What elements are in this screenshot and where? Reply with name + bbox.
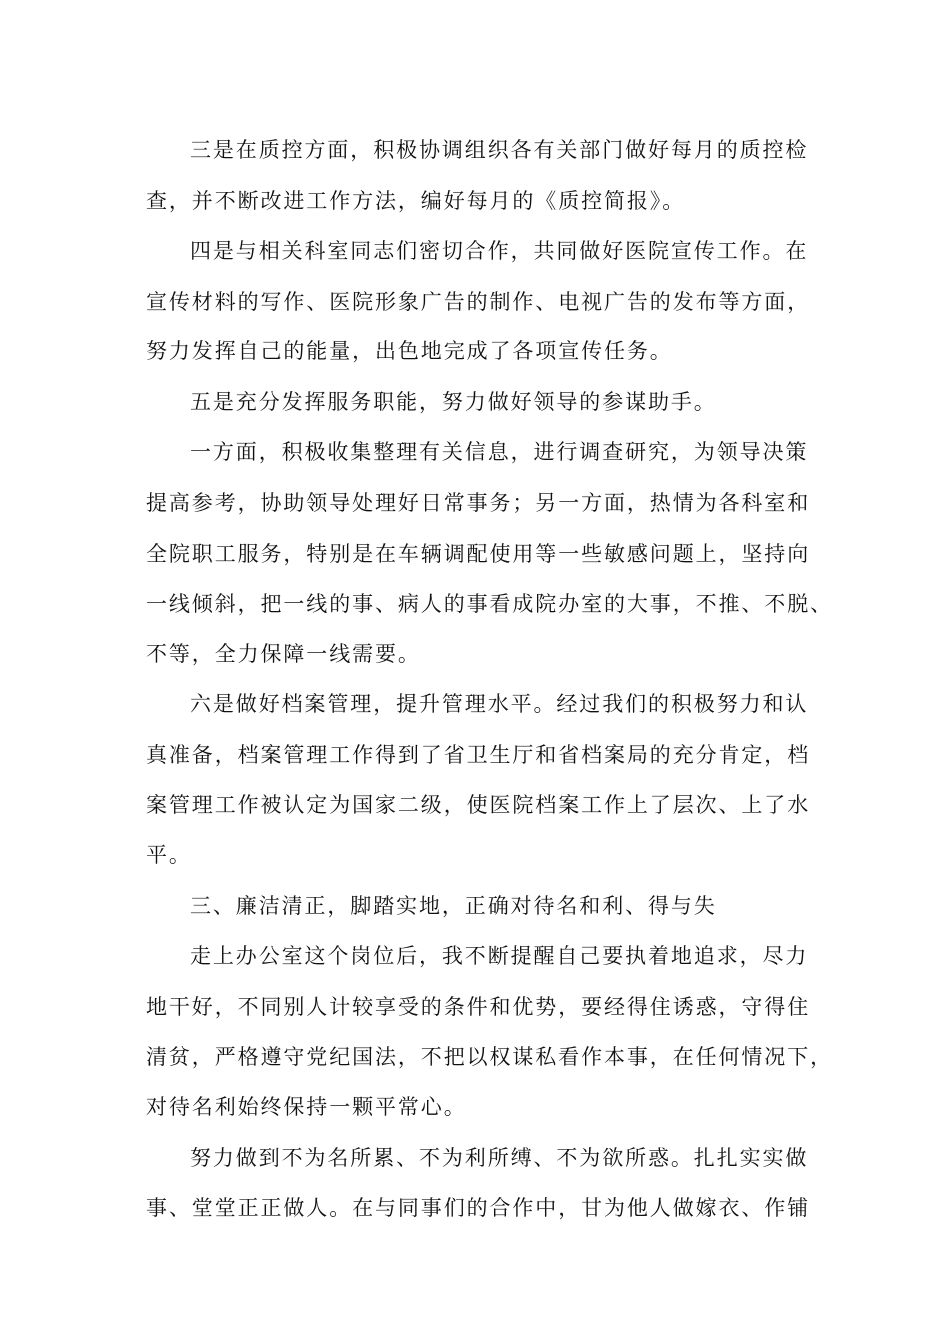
text-line: 事、堂堂正正做人。在与同事们的合作中，甘为他人做嫁衣、作铺 <box>146 1196 811 1220</box>
text-line: 提高参考，协助领导处理好日常事务；另一方面，热情为各科室和 <box>146 491 811 515</box>
text-line: 真准备，档案管理工作得到了省卫生厅和省档案局的充分肯定，档 <box>146 743 811 767</box>
text-line: 一线倾斜，把一线的事、病人的事看成院办室的大事，不推、不脱、 <box>146 592 833 616</box>
text-line: 宣传材料的写作、医院形象广告的制作、电视广告的发布等方面， <box>146 290 811 314</box>
text-line: 五是充分发挥服务职能，努力做好领导的参谋助手。 <box>190 390 717 414</box>
text-line: 三、廉洁清正，脚踏实地，正确对待名和利、得与失 <box>190 894 717 918</box>
text-line: 一方面，积极收集整理有关信息，进行调查研究，为领导决策 <box>190 440 809 464</box>
text-line: 案管理工作被认定为国家二级，使医院档案工作上了层次、上了水 <box>146 793 811 817</box>
text-line: 不等，全力保障一线需要。 <box>146 642 421 666</box>
text-line: 三是在质控方面，积极协调组织各有关部门做好每月的质控检 <box>190 138 809 162</box>
text-line: 努力做到不为名所累、不为利所缚、不为欲所惑。扎扎实实做 <box>190 1146 809 1170</box>
text-line: 清贫，严格遵守党纪国法，不把以权谋私看作本事，在任何情况下， <box>146 1045 833 1069</box>
text-line: 查，并不断改进工作方法，编好每月的《质控简报》。 <box>146 189 686 213</box>
text-line: 四是与相关科室同志们密切合作，共同做好医院宣传工作。在 <box>190 239 809 263</box>
text-line: 全院职工服务，特别是在车辆调配使用等一些敏感问题上，坚持向 <box>146 542 811 566</box>
text-line: 走上办公室这个岗位后，我不断提醒自己要执着地追求，尽力 <box>190 944 809 968</box>
text-line: 六是做好档案管理，提升管理水平。经过我们的积极努力和认 <box>190 692 809 716</box>
text-line: 地干好，不同别人计较享受的条件和优势，要经得住诱惑，守得住 <box>146 995 811 1019</box>
text-line: 对待名利始终保持一颗平常心。 <box>146 1095 467 1119</box>
text-line: 努力发挥自己的能量，出色地完成了各项宣传任务。 <box>146 339 673 363</box>
text-line: 平。 <box>146 843 192 867</box>
